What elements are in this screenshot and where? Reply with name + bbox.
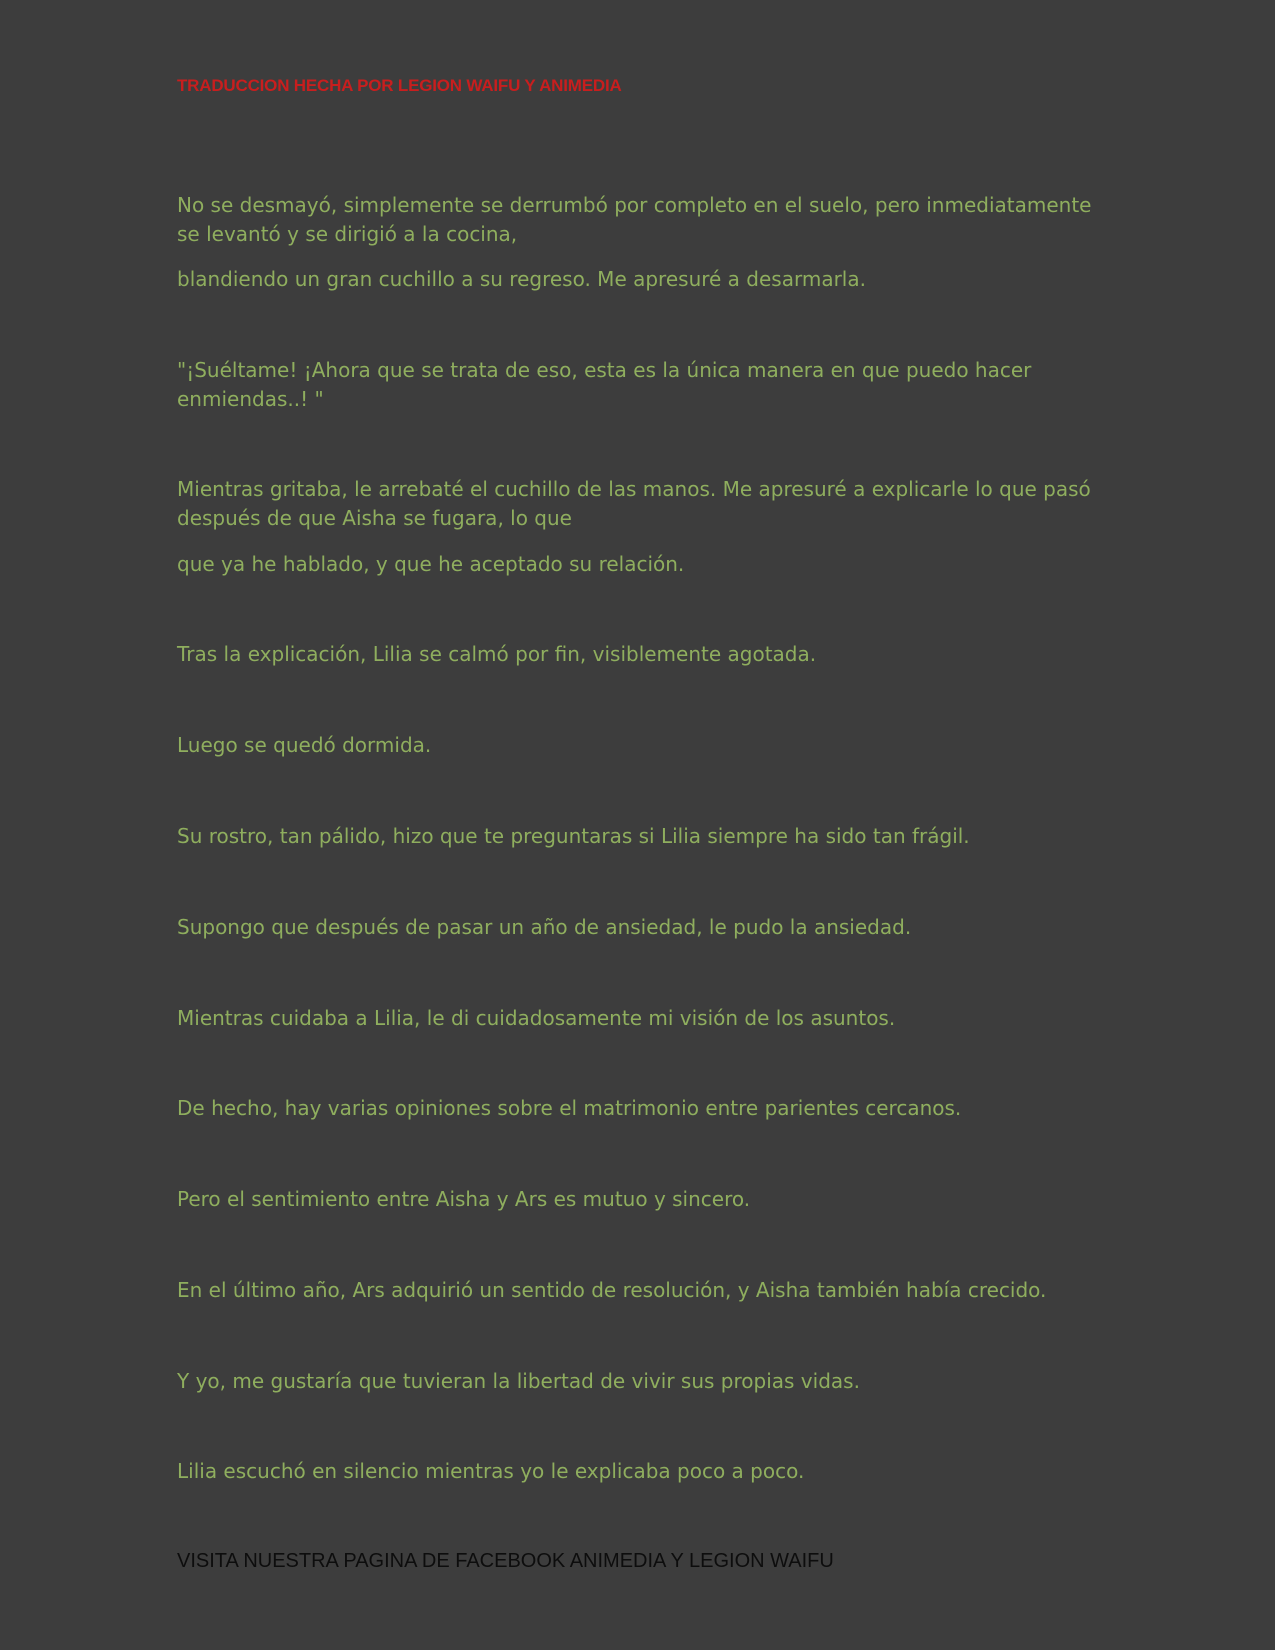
paragraph-5: que ya he hablado, y que he aceptado su relación. <box>177 552 685 576</box>
paragraph-4: Mientras gritaba, le arrebaté el cuchillo de las manos. Me apresuré a explicarle lo que pasó después de que Aisha se fugara, lo que <box>177 477 1091 530</box>
paragraph-2: blandiendo un gran cuchillo a su regreso. Me apresuré a desarmarla. <box>177 267 866 291</box>
paragraph-9: Supongo que después de pasar un año de ansiedad, le pudo la ansiedad. <box>177 915 912 939</box>
facebook-visit-footer: VISITA NUESTRA PAGINA DE FACEBOOK ANIMEDIA Y LEGION WAIFU <box>177 1550 834 1572</box>
paragraph-3: "¡Suéltame! ¡Ahora que se trata de eso, esta es la única manera en que puedo hacer enmiendas..! " <box>177 358 1032 411</box>
paragraph-6: Tras la explicación, Lilia se calmó por fin, visiblemente agotada. <box>177 642 817 666</box>
paragraph-13: En el último año, Ars adquirió un sentido de resolución, y Aisha también había crecido. <box>177 1278 1047 1302</box>
paragraph-11: De hecho, hay varias opiniones sobre el matrimonio entre parientes cercanos. <box>177 1096 962 1120</box>
paragraph-12: Pero el sentimiento entre Aisha y Ars es mutuo y sincero. <box>177 1187 751 1211</box>
paragraph-14: Y yo, me gustaría que tuvieran la libertad de vivir sus propias vidas. <box>177 1369 860 1393</box>
paragraph-1: No se desmayó, simplemente se derrumbó por completo en el suelo, pero inmediatamente se levantó y se dirigió a la cocina, <box>177 193 1092 246</box>
translation-credit-header: TRADUCCION HECHA POR LEGION WAIFU Y ANIMEDIA <box>177 76 622 95</box>
paragraph-7: Luego se quedó dormida. <box>177 733 432 757</box>
paragraph-10: Mientras cuidaba a Lilia, le di cuidadosamente mi visión de los asuntos. <box>177 1006 896 1030</box>
paragraph-15: Lilia escuchó en silencio mientras yo le explicaba poco a poco. <box>177 1459 805 1483</box>
paragraph-8: Su rostro, tan pálido, hizo que te preguntaras si Lilia siempre ha sido tan frágil. <box>177 824 970 848</box>
